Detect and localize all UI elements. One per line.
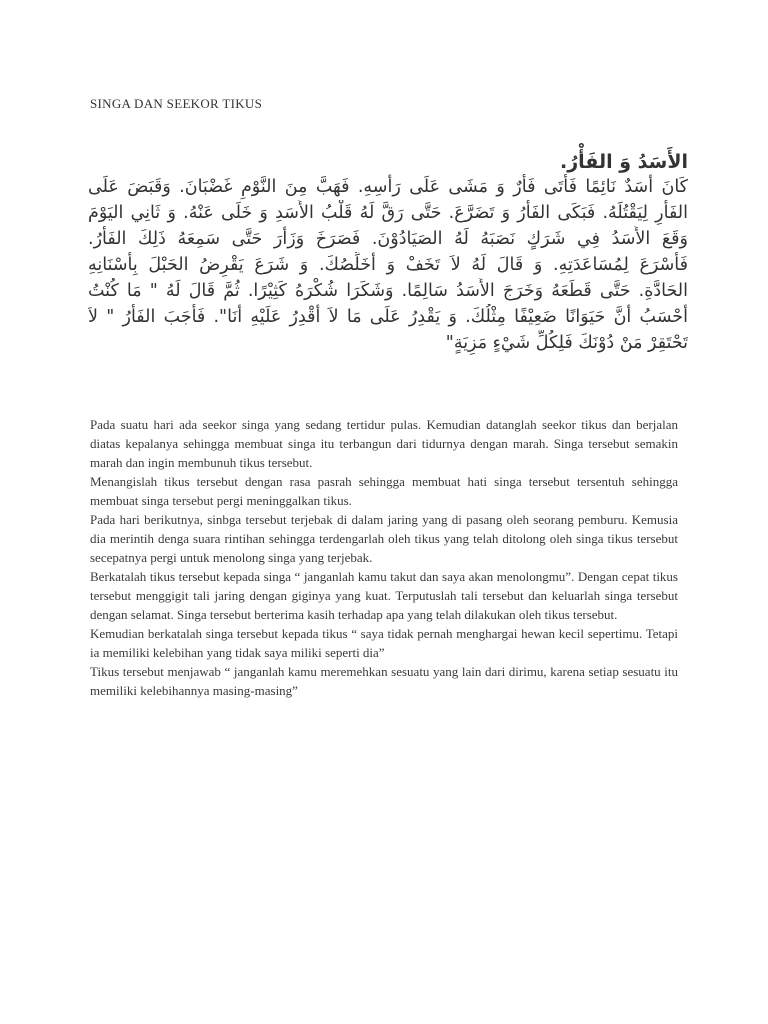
arabic-line: وَقَعَ الأَسَدُ فِي شَرَكٍ نَصَبَهُ لَهُ الصَيَادُوْنَ. فَصَرَخَ وَزَأَرَ حَتَّى سَمِعَهُ ذَلِكَ الفَأْرُ. bbox=[88, 229, 688, 249]
arabic-line: الحَادَّةِ. حَتَّى قَطَعَهُ وَخَرَجَ الأَسَدُ سَالِمًا. وَشَكَرَا شُكْرَهُ كَثِيْرًا. ثُمَّ قَالَ لَهُ " مَا كُنْتُ bbox=[88, 281, 688, 301]
paragraph: Berkatalah tikus tersebut kepada singa “ janganlah kamu takut dan saya akan menolongmu”. Dengan cepat tikus tersebut menggigit tali jaring dengan giginya yang kuat. Terputuslah tali tersebut dan keluarlah singa tersebut dengan selamat. Singa tersebut berterima kasih terhadap apa yang telah dilakukan oleh tikus tersebut. bbox=[90, 569, 678, 622]
paragraph: Pada suatu hari ada seekor singa yang sedang tertidur pulas. Kemudian datanglah seekor tikus dan berjalan diatas kepalanya sehingga membuat singa itu terbangun dari tidurnya dengan marah. Singa tersebut semakin marah dan ingin membunuh tikus tersebut. bbox=[90, 417, 678, 470]
indonesian-text-block bbox=[90, 415, 678, 700]
arabic-line: فَأَسْرَعَ لِمُسَاعَدَتِهِ. وَ قَالَ لَهُ لاَ تَخَفْ وَ أُخَلِّصُكَ. وَ شَرَعَ يَقْرِضُ الحَبْلَ بِأَسْنَانِهِ bbox=[88, 255, 688, 275]
document-title: SINGA DAN SEEKOR TIKUS bbox=[90, 96, 263, 111]
arabic-line: أَحْسَبُ أَنَّ حَيَوَانًا ضَعِيْفًا مِثْلُكَ. وَ يَقْدِرُ عَلَى مَا لاَ أَقْدِرُ عَلَيْهِ أَنَا". فَأَجَبَ الفَأْرُ " لاَ bbox=[88, 307, 688, 327]
paragraph: Kemudian berkatalah singa tersebut kepada tikus “ saya tidak pernah menghargai hewan kecil sepertimu. Tetapi ia memiliki kelebihan yang tidak saya miliki seperti dia” bbox=[90, 626, 678, 660]
arabic-line: الفَأْرِ لِيَقْتُلَهُ. فَبَكَى الفَأْرُ وَ تَضَرَّعَ. حَتَّى رَقَّ لَهُ قَلْبُ الأَسَدِ وَ خَلَى عَنْهُ. وَ ثَانِي اليَوْمَ bbox=[88, 203, 688, 223]
paragraph: Tikus tersebut menjawab “ janganlah kamu meremehkan sesuatu yang lain dari dirimu, karena setiap sesuatu itu memiliki kelebihannya masing-masing” bbox=[90, 664, 678, 698]
arabic-line: كَانَ أَسَدٌ نَائِمًا فَأَتَى فَأْرٌ وَ مَشَى عَلَى رَأْسِهِ. فَهَبَّ مِنَ النَّوْمِ غَضْبَانَ. وَقَبَضَ عَلَى bbox=[88, 177, 688, 197]
arabic-text-block bbox=[88, 150, 688, 356]
paragraph: Pada hari berikutnya, sinbga tersebut terjebak di dalam jaring yang di pasang oleh seorang pemburu. Kemusia dia merintih denga suara rintihan sehingga terdengarlah oleh tikus yang telah ditolong oleh singa tikus tersebut secepatnya pergi untuk menolong singa yang terjebak. bbox=[90, 512, 678, 565]
arabic-heading: الأَسَدُ وَ الفَأْرُ. bbox=[560, 151, 688, 173]
arabic-line: تَحْتَقِرْ مَنْ دُوْنَكَ فَلِكُلِّ شَيْءٍ مَزِيَةٍ" bbox=[445, 333, 688, 353]
paragraph: Menangislah tikus tersebut dengan rasa pasrah sehingga membuat hati singa tersebut tersentuh sehingga membuat singa tersebut pergi meninggalkan tikus. bbox=[90, 474, 678, 508]
